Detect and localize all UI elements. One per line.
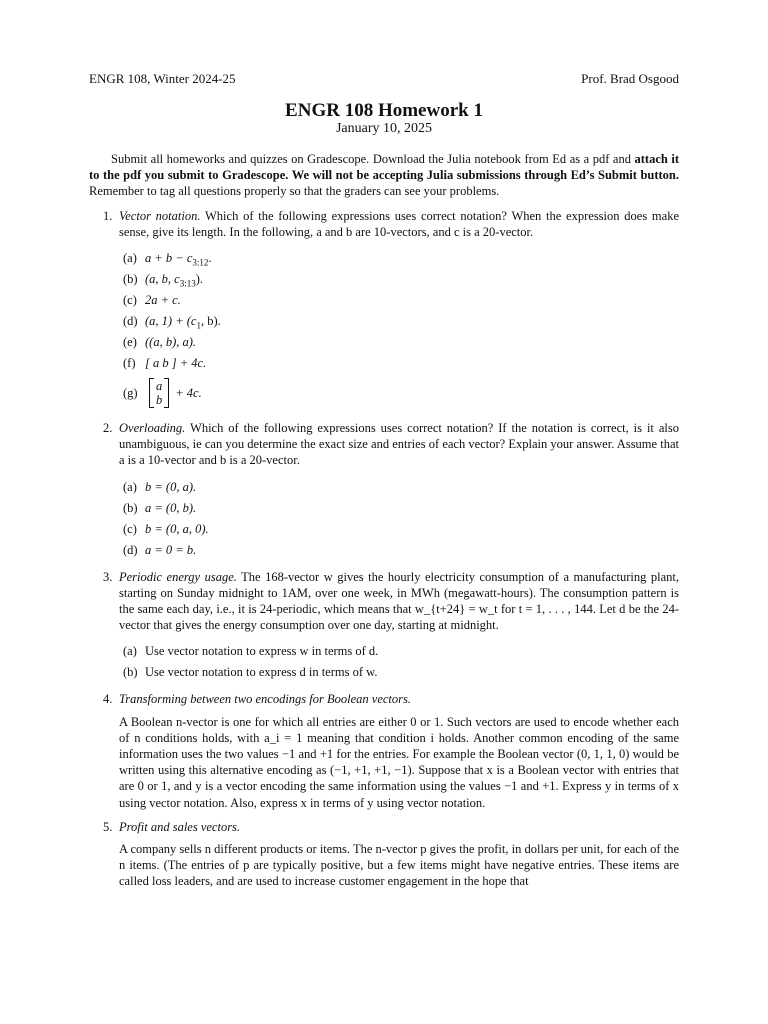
intro-paragraph: Submit all homeworks and quizzes on Gradescope. Download the Julia notebook from Ed as a pdf and attach it to the pdf you submit to Gradescope. We will not be accepting Julia submissions through Ed’s Submit button. Remember to tag all questions properly so that the graders can see your problems. xyxy=(89,152,679,199)
problem-number: 3. xyxy=(103,569,113,584)
problem-3 xyxy=(89,569,679,684)
list-item: (g) a b + 4c. xyxy=(123,379,202,408)
problem-text: Which of the following expressions uses correct notation? When the expression does make sense, give its length. In the following, a and b are 10-vectors, and c is a 20-vector. xyxy=(119,208,679,239)
list-item: (b) a = (0, b). xyxy=(123,500,197,515)
page-title: ENGR 108 Homework 1 xyxy=(285,100,483,121)
problem-title: Periodic energy usage. xyxy=(119,569,237,584)
problem-title: Profit and sales vectors. xyxy=(119,819,241,834)
list-item: (a) Use vector notation to express w in terms of d. xyxy=(123,644,379,659)
problem-parts xyxy=(119,477,679,561)
list-item: (d) (a, $1) + (c_1$, b). xyxy=(123,314,221,331)
list-item: (f) [ a b ] + 4c. xyxy=(123,356,207,371)
problem-5 xyxy=(89,819,679,890)
list-item: (b) Use vector notation to express d in terms of w. xyxy=(123,665,378,680)
problem-title: Transforming between two encodings for Boolean vectors. xyxy=(119,692,411,707)
problem-2 xyxy=(89,420,679,561)
problem-text: The 168-vector w gives the hourly electricity consumption of a manufacturing plant, starting on Sunday midnight to 1AM, over one week, in MWh (megawatt-hours). The consumption pattern is the same each day, i.e., it is 24-periodic, which means that w_{t+24} = w_t for t = 1, . . . , 144. Let d be the 24-vector that gives the energy consumption over one day, starting at midnight. xyxy=(119,569,679,633)
problem-number: 1. xyxy=(103,208,113,223)
list-item: (c) 2a + c. xyxy=(123,293,181,308)
list-item: (a) $a + b - c_{3:12}$. xyxy=(123,251,212,268)
problem-parts xyxy=(119,641,679,683)
course-header: ENGR 108, Winter 2024-25 xyxy=(89,71,236,86)
page-date: January 10, 2025 xyxy=(335,121,433,136)
problem-text: Which of the following expressions uses correct notation? If the notation is correct, is it also unambiguous, ie can you determine the exact size and entries of each vector? Explain your answer. Assume that a is a 10-vector and b is a 20-vector. xyxy=(119,421,679,468)
list-item: (e) ((a, b), a). xyxy=(123,335,197,350)
intro-bold-instruction: attach it to the pdf you submit to Gradescope. We will not be accepting Julia submissions through Ed’s Submit button. xyxy=(89,152,679,183)
stacked-vector: a b xyxy=(149,378,169,408)
document-body xyxy=(89,151,679,898)
problem-title: Overloading. xyxy=(119,421,186,436)
problem-text: A Boolean n-vector is one for which all entries are either 0 or 1. Such vectors are used to encode whether each of n conditions holds, with a_i = 1 meaning that condition i holds. Another common encoding of the same information uses the two values −1 and +1 for the entries. For example the Boolean vector (0, 1, 1, 0) would be written using this alternative encoding as (−1, +1, +1, −1). Suppose that x is a Boolean vector with entries that are 0 or 1, and y is a vector encoding the same information using the values −1 and +1. Express y in terms of x using vector notation. Also, express x in terms of y using vector notation. xyxy=(119,714,679,810)
problem-4 xyxy=(89,691,679,810)
problem-text: A company sells n different products or items. The n-vector p gives the profit, in dollars per unit, for each of the n items. (The entries of p are typically positive, but a few items might have negative entries. These items are called loss leaders, and are used to increase customer engagement in the hope that xyxy=(119,842,679,889)
problem-number: 5. xyxy=(103,819,113,834)
list-item: (c) b = (0, a, 0). xyxy=(123,521,209,536)
list-item: (b) (a, b, $c_{3:13}$). xyxy=(123,272,204,289)
problem-parts xyxy=(119,248,679,412)
problem-title: Vector notation. xyxy=(119,208,201,223)
list-item: (a) b = (0, a). xyxy=(123,479,197,494)
instructor-header: Prof. Brad Osgood xyxy=(581,71,679,86)
list-item: (d) a = 0 = b. xyxy=(123,542,197,557)
problem-number: 4. xyxy=(103,692,113,707)
problem-1 xyxy=(89,208,679,412)
problem-number: 2. xyxy=(103,421,113,436)
